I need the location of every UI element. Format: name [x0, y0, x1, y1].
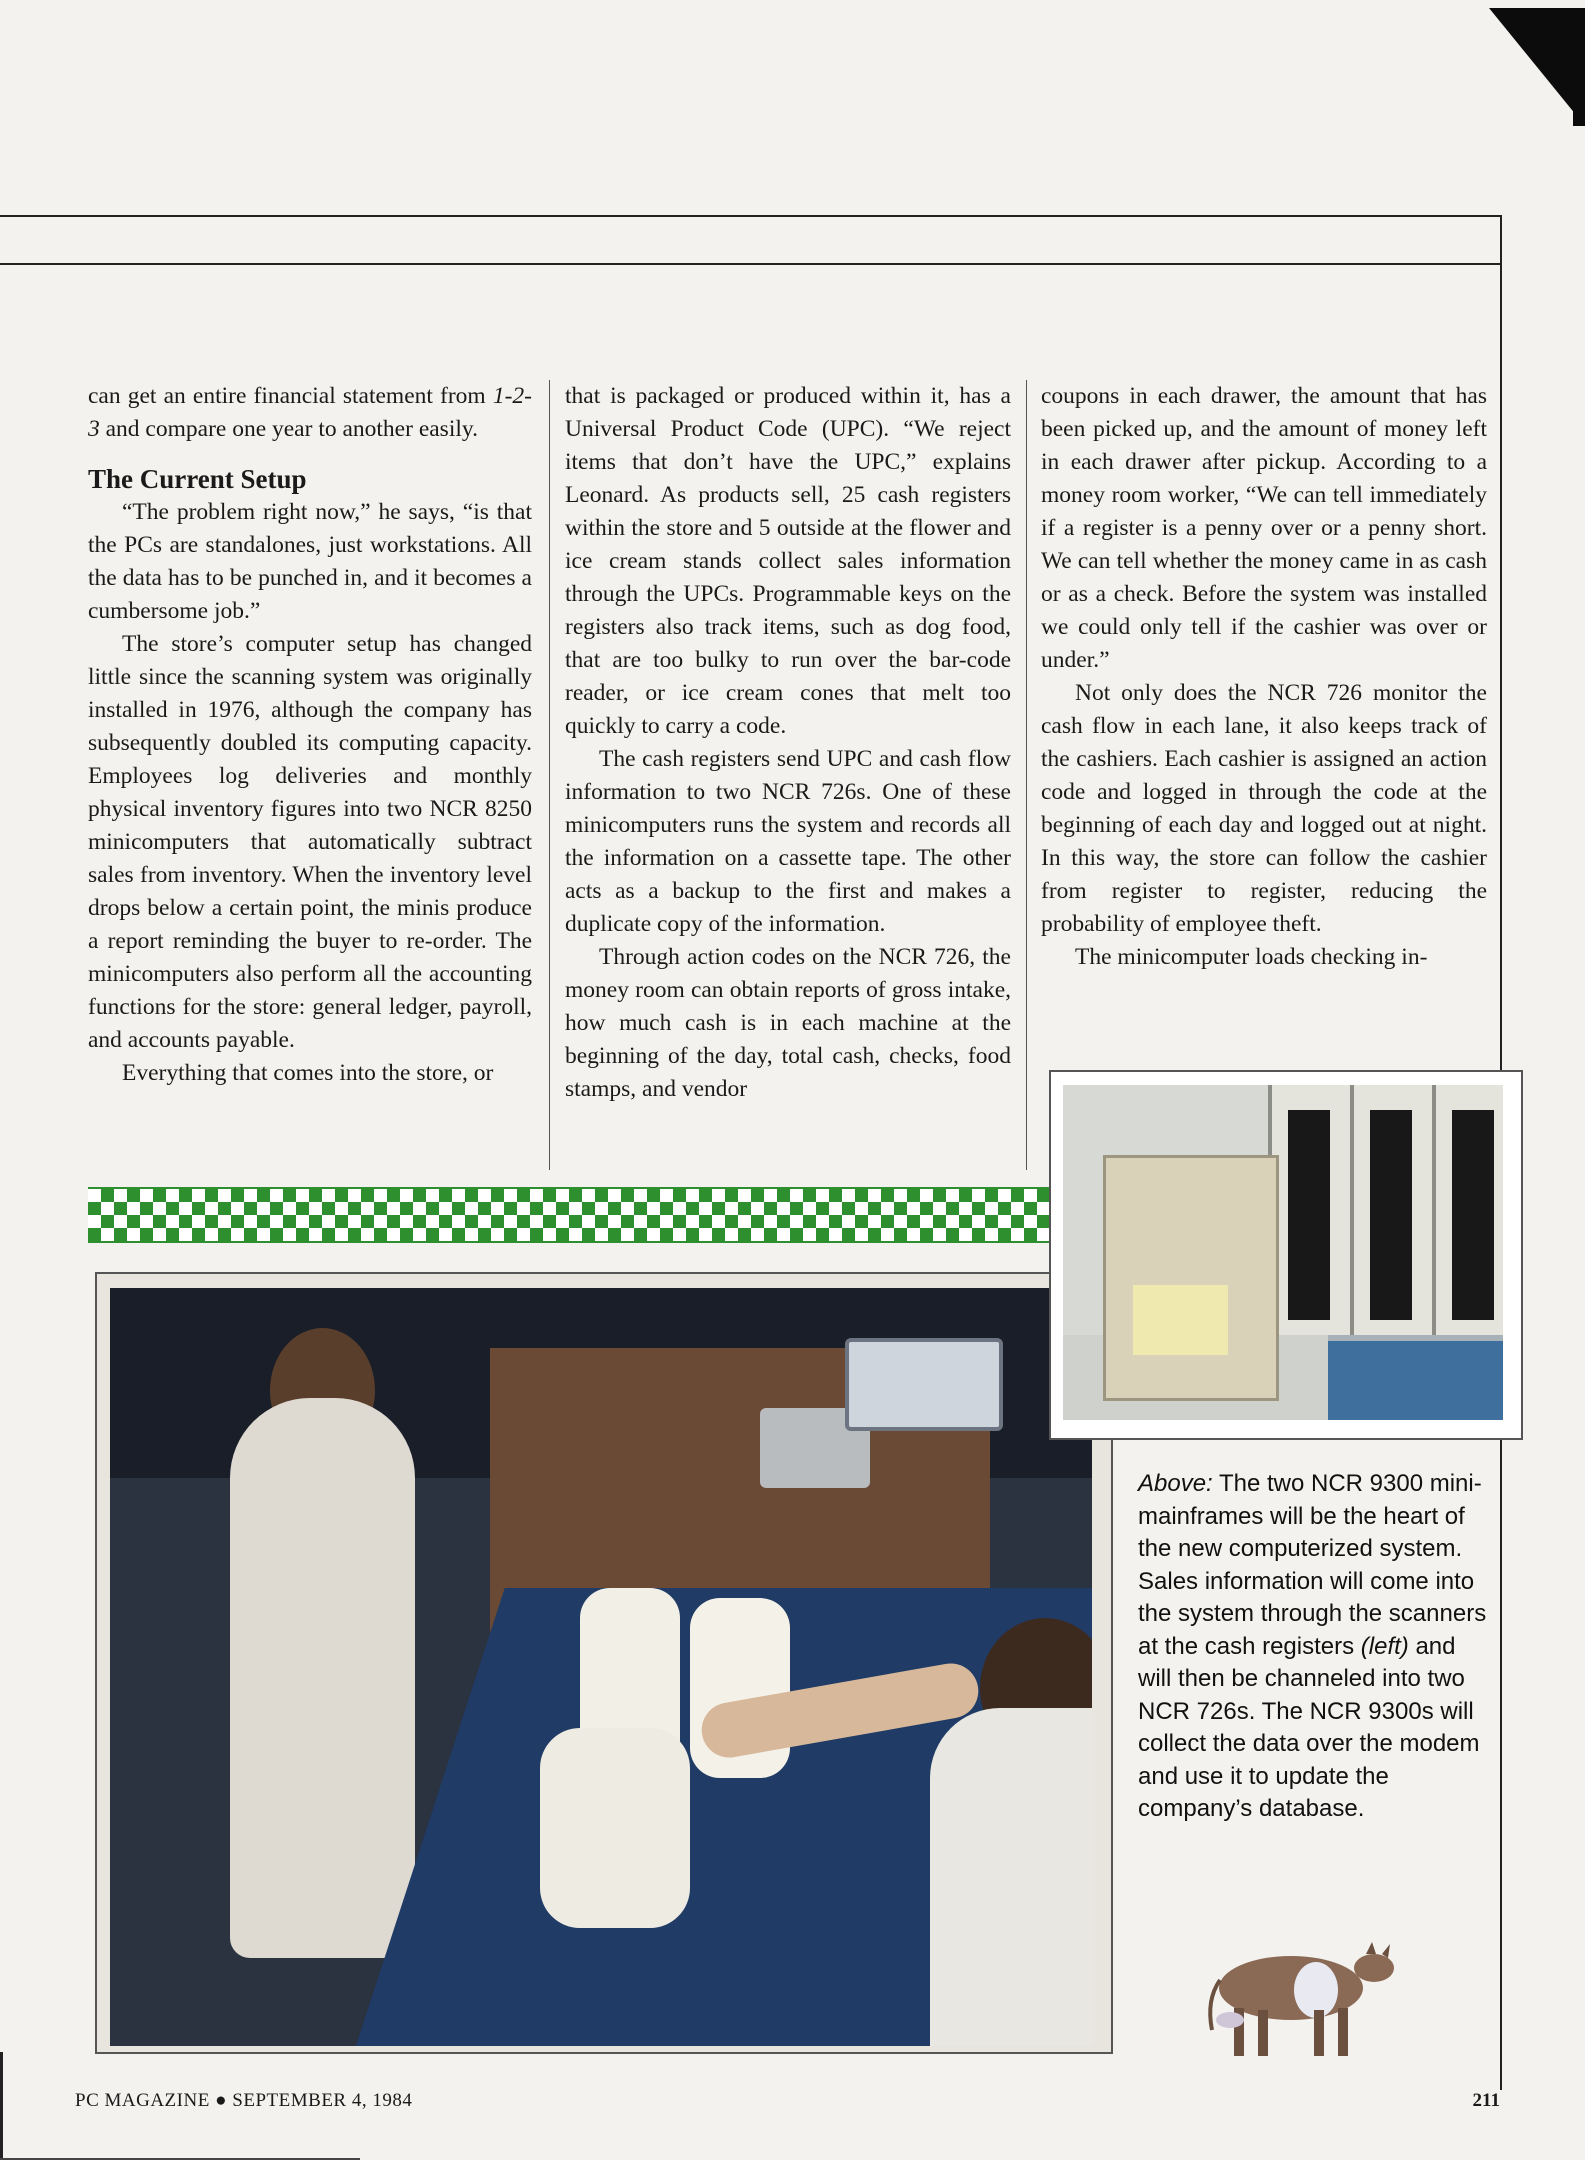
col3-paragraph-2: Not only does the NCR 726 monitor the cash flow in each lane, it also keeps track of the cashiers. Each cashier is assigned an action code and logged in through the code at the beginning of each day and logged out at night. In this way, the store can follow the cashier from register to register, reducing the probability of employee theft. [1041, 680, 1487, 937]
col2-paragraph-1: that is packaged or produced within it, has a Universal Product Code (UPC). “We reject items that don’t have the UPC,” explains Leonard. As products sell, 25 cash registers within the store and 5 outside at the flower and ice cream stands collect sales information through the UPCs. Programmable keys on the registers also track items, such as dog food, that are too bulky to run over the bar-code reader, or ice cream cones that melt too quickly to carry a code. [565, 383, 1011, 739]
inset-printer-paper [1133, 1285, 1228, 1355]
page-rule-left [0, 2052, 3, 2160]
col1-intro [88, 380, 532, 446]
cow-illustration [1196, 1930, 1406, 2065]
col3-paragraph-3: The minicomputer loads checking in- [1075, 944, 1428, 970]
footer-publication-name: PC MAGAZINE [75, 2090, 210, 2111]
photo-scale-display [845, 1338, 1003, 1431]
inset-printer [1103, 1155, 1279, 1401]
corner-tab-mark [1489, 8, 1585, 126]
col1-intro-text: can get an entire financial statement from [88, 383, 486, 409]
photo-caption [1138, 1468, 1492, 1826]
photo-shopper [230, 1398, 415, 1958]
col1-intro-italic: 1-2-3 [88, 383, 532, 442]
page-number: 211 [1472, 2090, 1500, 2111]
column-divider-1 [549, 380, 550, 1170]
header-rule-bottom [0, 263, 1502, 265]
footer-publication [75, 2090, 412, 2112]
caption-italic: (left) [1360, 1632, 1409, 1660]
caption-lead: Above: [1138, 1470, 1213, 1497]
article-column-2 [565, 380, 1011, 1170]
inset-console [1328, 1335, 1503, 1420]
checkout-lane-photo [110, 1288, 1092, 2046]
photo-product-3 [540, 1728, 690, 1928]
caption-text-2: and will then be channeled into two NCR 726s. The NCR 9300s will collect the data over the modem and use it to update the company’s database. [1138, 1632, 1480, 1822]
ncr-mainframes-photo [1063, 1085, 1503, 1420]
cow-icon [1210, 1942, 1394, 2056]
inset-panel-1 [1288, 1110, 1330, 1320]
article-column-1 [88, 380, 532, 1170]
col1-paragraph-1: “The problem right now,” he says, “is that the PCs are standalones, just workstations. All the data has to be punched in, and it becomes a cumbersome job.” [88, 499, 532, 624]
col1-intro-rest: and compare one year to another easily. [99, 416, 478, 442]
col1-paragraph-2: The store’s computer setup has changed little since the scanning system was originally installed in 1976, although the company has subsequently doubled its computing capacity. Employees log deliveries and monthly physical inventory figures into two NCR 8250 minicomputers that automatically subtract sales from inventory. When the inventory level drops below a certain point, the minis produce a report reminding the buyer to re-order. The minicomputers also perform all the accounting functions for the store: general ledger, payroll, and accounts payable. [88, 631, 532, 1053]
col1-paragraph-3: Everything that comes into the store, or [122, 1060, 494, 1086]
col2-paragraph-2: The cash registers send UPC and cash flow information to two NCR 726s. One of these minicomputers runs the system and records all the information on a cassette tape. The other acts as a backup to the first and makes a duplicate copy of the information. [565, 746, 1011, 937]
header-rule-top [0, 215, 1502, 217]
corner-tab-bar [1573, 8, 1585, 126]
footer-date: SEPTEMBER 4, 1984 [232, 2090, 413, 2111]
col2-paragraph-3: Through action codes on the NCR 726, the money room can obtain reports of gross intake, how much cash is in each machine at the beginning of the day, total cash, checks, food stamps, and vendor [565, 944, 1011, 1102]
photo-cashier [930, 1708, 1092, 2046]
footer-bullet: ● [215, 2090, 228, 2111]
article-column-3 [1041, 380, 1487, 1080]
inset-panel-2 [1370, 1110, 1412, 1320]
section-heading: The Current Setup [88, 464, 307, 494]
checker-border-strip [88, 1187, 1050, 1243]
column-divider-2 [1026, 380, 1027, 1170]
inset-panel-3 [1452, 1110, 1494, 1320]
col3-paragraph-1: coupons in each drawer, the amount that has been picked up, and the amount of money left in each drawer after pickup. According to a money room worker, “We can tell immediately if a register is a penny over or a penny short. We can tell whether the money came in as cash or as a check. Before the system was installed we could only tell if the cashier was over or under.” [1041, 383, 1487, 673]
caption-text-1: The two NCR 9300 mini-mainframes will be the heart of the new computerized system. Sales information will come into the system through the scanners at the cash registers [1138, 1470, 1487, 1660]
